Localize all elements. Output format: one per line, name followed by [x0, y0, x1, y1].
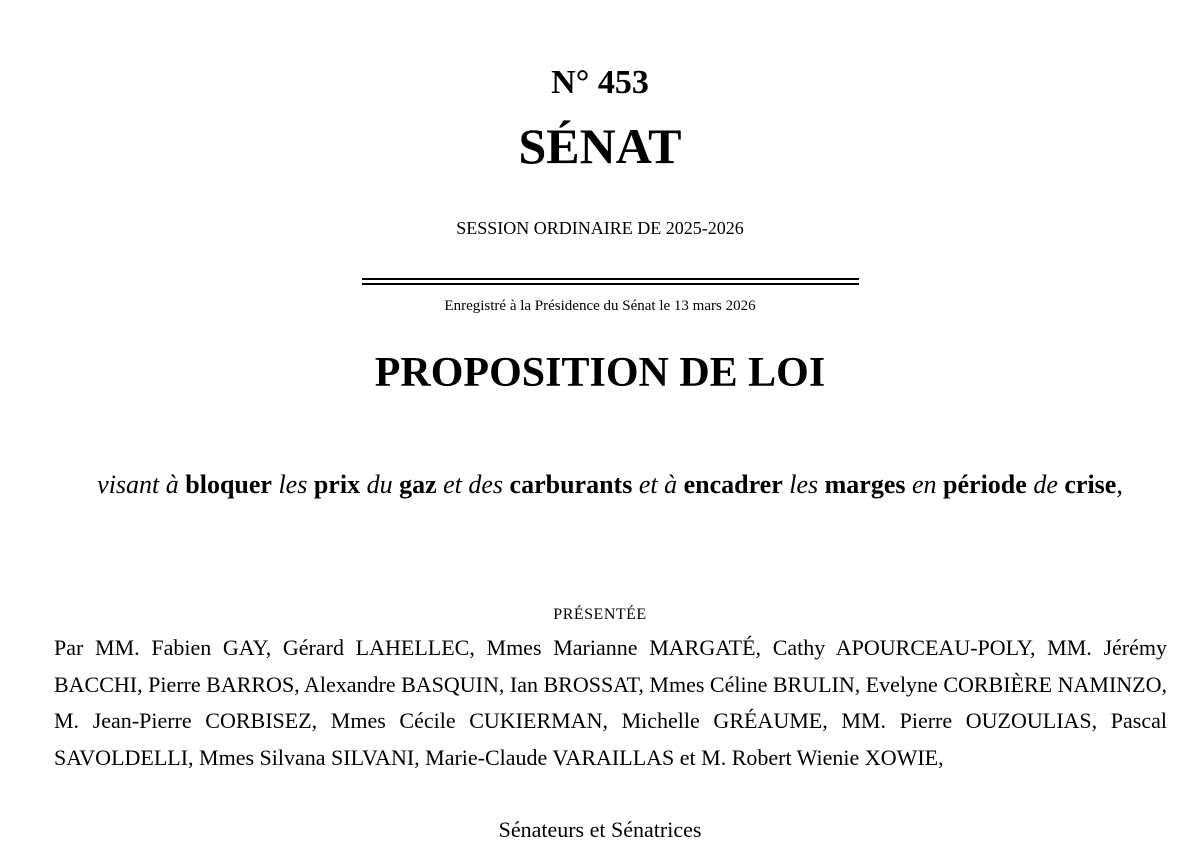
senators-label: Sénateurs et Sénatrices — [498, 817, 702, 842]
registration-date: Enregistré à la Présidence du Sénat le 13 mars 2026 — [444, 298, 756, 314]
subject-segment: du — [366, 470, 393, 499]
subject-segment: crise — [1064, 470, 1117, 499]
subject-segment: les — [278, 470, 308, 499]
subject-segment: et à — [638, 470, 678, 499]
document-type-title: PROPOSITION DE LOI — [374, 350, 826, 396]
subject-segment: de — [1033, 470, 1058, 499]
subject-segment: en — [912, 470, 937, 499]
subject-segment: marges — [824, 470, 906, 499]
authors-list: Par MM. Fabien GAY, Gérard LAHELLEC, Mmes Marianne MARGATÉ, Cathy APOURCEAU-POLY, MM. Jérémy BACCHI, Pierre BARROS, Alexandre BASQUIN, Ian BROSSAT, Mmes Céline BRULIN, Evelyne CORBIÈRE NAMINZO, M. Jean-Pierre CORBISEZ, Mmes Cécile CUKIERMAN, Michelle GRÉAUME, MM. Pierre OUZOULIAS, Pascal SAVOLDELLI, Mmes Silvana SILVANI, Marie-Claude VARAILLAS et M. Robert Wienie XOWIE, — [54, 635, 1167, 770]
subject-segment: , — [1116, 470, 1123, 499]
document-number: N° 453 — [551, 64, 649, 101]
subject-segment: visant à — [97, 470, 179, 499]
subject-segment: période — [943, 470, 1027, 499]
subject-segment: gaz — [399, 470, 437, 499]
subject-segment: bloquer — [185, 470, 272, 499]
subject-segment: prix — [313, 470, 361, 499]
session-label: SESSION ORDINAIRE DE 2025-2026 — [456, 218, 744, 238]
presented-label: PRÉSENTÉE — [553, 606, 647, 623]
subject-segment: les — [789, 470, 819, 499]
subject-segment: carburants — [509, 470, 633, 499]
double-rule-top — [362, 278, 859, 280]
chamber-title: SÉNAT — [518, 118, 682, 174]
subject-segment: et des — [443, 470, 504, 499]
double-rule-bottom — [362, 283, 859, 285]
bill-subject — [70, 464, 1150, 506]
subject-segment: encadrer — [683, 470, 783, 499]
